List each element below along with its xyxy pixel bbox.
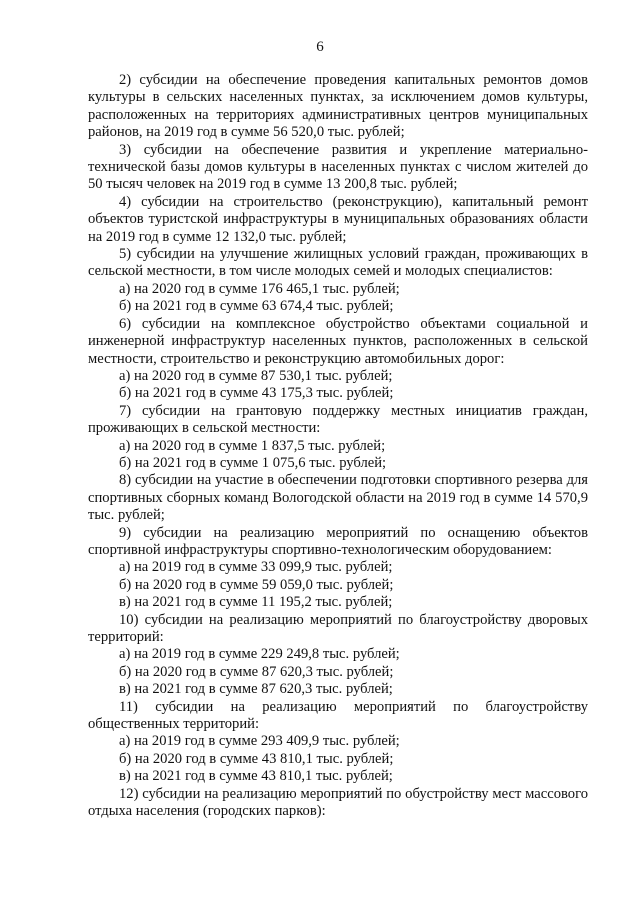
paragraph-item-8: 8) субсидии на участие в обеспечении подготовки спортивного резерва для спортивных сборных команд Вологодской области на 2019 год в сумме 14 570,9 тыс. рублей; (88, 472, 588, 524)
subitem-6b: б) на 2021 год в сумме 43 175,3 тыс. рублей; (119, 385, 394, 402)
subitem-7b: б) на 2021 год в сумме 1 075,6 тыс. рублей; (119, 454, 387, 471)
document-body (88, 72, 588, 820)
subitem-6a: а) на 2020 год в сумме 87 530,1 тыс. рублей; (119, 367, 393, 384)
subitem-7a: а) на 2020 год в сумме 1 837,5 тыс. рублей; (119, 437, 386, 454)
paragraph-item-3: 3) субсидии на обеспечение развития и укрепление материально-технической базы домов культуры в населенных пунктах с числом жителей до 50 тысяч человек на 2019 год в сумме 13 200,8 тыс. рублей; (88, 141, 588, 193)
paragraph-item-9: 9) субсидии на реализацию мероприятий по оснащению объектов спортивной инфраструктуры спортивно-технологическим оборудованием: (88, 524, 588, 558)
paragraph-item-10: 10) субсидии на реализацию мероприятий по благоустройству дворовых территорий: (88, 611, 588, 645)
page-number: 6 (316, 39, 324, 55)
subitem-9b: б) на 2020 год в сумме 59 059,0 тыс. рублей; (119, 576, 394, 593)
subitem-9a: а) на 2019 год в сумме 33 099,9 тыс. рублей; (119, 559, 393, 576)
subitem-10c: в) на 2021 год в сумме 87 620,3 тыс. рублей; (119, 681, 393, 698)
subitem-10b: б) на 2020 год в сумме 87 620,3 тыс. рублей; (119, 663, 394, 680)
paragraph-item-6: 6) субсидии на комплексное обустройство объектами социальной и инженерной инфраструктур населенных пунктов, расположенных в сельской местности, строительство и реконструкцию автомобильных дорог: (88, 315, 588, 367)
paragraph-item-4: 4) субсидии на строительство (реконструкцию), капитальный ремонт объектов туристской инфраструктуры в муниципальных образованиях области на 2019 год в сумме 12 132,0 тыс. рублей; (88, 193, 588, 245)
subitem-11b: б) на 2020 год в сумме 43 810,1 тыс. рублей; (119, 750, 394, 767)
subitem-11a: а) на 2019 год в сумме 293 409,9 тыс. рублей; (119, 733, 400, 750)
subitem-11c: в) на 2021 год в сумме 43 810,1 тыс. рублей; (119, 768, 393, 785)
paragraph-item-5: 5) субсидии на улучшение жилищных условий граждан, проживающих в сельской местности, в том числе молодых семей и молодых специалистов: (88, 246, 588, 280)
paragraph-item-11: 11) субсидии на реализацию мероприятий по благоустройству общественных территорий: (88, 698, 588, 733)
paragraph-item-7: 7) субсидии на грантовую поддержку местных инициатив граждан, проживающих в сельской местности: (88, 402, 588, 437)
subitem-5b: б) на 2021 год в сумме 63 674,4 тыс. рублей; (119, 298, 394, 315)
paragraph-item-12: 12) субсидии на реализацию мероприятий по обустройству мест массового отдыха населения (городских парков): (88, 785, 588, 820)
paragraph-item-2: 2) субсидии на обеспечение проведения капитальных ремонтов домов культуры в сельских населенных пунктах, за исключением домов культуры, расположенных на территориях административных центров муниципальных районов, на 2019 год в сумме 56 520,0 тыс. рублей; (88, 72, 588, 141)
subitem-10a: а) на 2019 год в сумме 229 249,8 тыс. рублей; (119, 646, 400, 663)
subitem-9c: в) на 2021 год в сумме 11 195,2 тыс. рублей; (119, 594, 393, 611)
subitem-5a: а) на 2020 год в сумме 176 465,1 тыс. рублей; (119, 280, 400, 297)
